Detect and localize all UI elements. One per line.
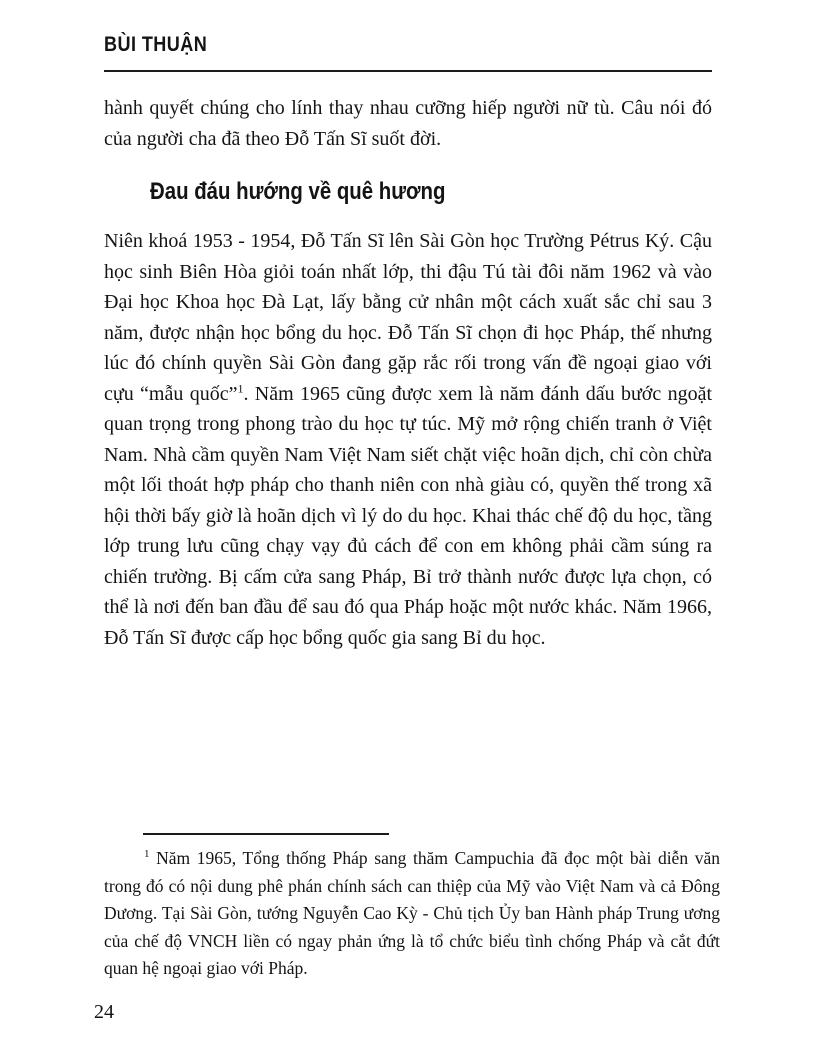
body-paragraph xyxy=(104,226,712,653)
running-header: BÙI THUẬN xyxy=(104,33,208,56)
section-heading: Đau đáu hướng về quê hương xyxy=(150,178,446,205)
header-rule xyxy=(104,70,712,72)
page-number: 24 xyxy=(94,1001,114,1023)
footnote-text: Năm 1965, Tổng thống Pháp sang thăm Campuchia đã đọc một bài diễn văn trong đó có nội dung phê phán chính sách can thiệp của Mỹ vào Việt Nam và cả Đông Dương. Tại Sài Gòn, tướng Nguyễn Cao Kỳ - Chủ tịch Ủy ban Hành pháp Trung ương của chế độ VNCH liền có ngay phản ứng là tổ chức biểu tình chống Pháp và cắt đứt quan hệ ngoại giao với Pháp. xyxy=(104,848,720,978)
footnote xyxy=(104,845,720,983)
footnote-separator-rule xyxy=(143,833,389,835)
paragraph-text-before-footnote: Niên khoá 1953 - 1954, Đỗ Tấn Sĩ lên Sài Gòn học Trường Pétrus Ký. Cậu học sinh Biên Hòa giỏi toán nhất lớp, thi đậu Tú tài đôi năm 1962 và vào Đại học Khoa học Đà Lạt, lấy bằng cử nhân một cách xuất sắc chỉ sau 3 năm, được nhận học bổng du học. Đỗ Tấn Sĩ chọn đi học Pháp, thế nhưng lúc đó chính quyền Sài Gòn đang gặp rắc rối trong vấn đề ngoại giao với cựu “mẫu quốc” xyxy=(104,230,712,405)
footnote-marker: 1 xyxy=(144,848,150,861)
footnote-reference-marker: 1 xyxy=(237,380,244,395)
paragraph-text-after-footnote: . Năm 1965 cũng được xem là năm đánh dấu bước ngoặt quan trọng trong phong trào du học tự túc. Mỹ mở rộng chiến tranh ở Việt Nam. Nhà cầm quyền Nam Việt Nam siết chặt việc hoãn dịch, chỉ còn chừa một lối thoát hợp pháp cho thanh niên con nhà giàu có, quyền thế trong xã hội thời bấy giờ là hoãn dịch vì lý do du học. Khai thác chế độ du học, tầng lớp trung lưu cũng chạy vạy đủ cách để con em không phải cầm súng ra chiến trường. Bị cấm cửa sang Pháp, Bỉ trở thành nước được lựa chọn, có thể là nơi đến ban đầu để sau đó qua Pháp hoặc một nước khác. Năm 1966, Đỗ Tấn Sĩ được cấp học bổng quốc gia sang Bỉ du học. xyxy=(104,382,713,649)
paragraph-continuation: hành quyết chúng cho lính thay nhau cưỡng hiếp người nữ tù. Câu nói đó của người cha đã theo Đỗ Tấn Sĩ suốt đời. xyxy=(104,97,712,150)
